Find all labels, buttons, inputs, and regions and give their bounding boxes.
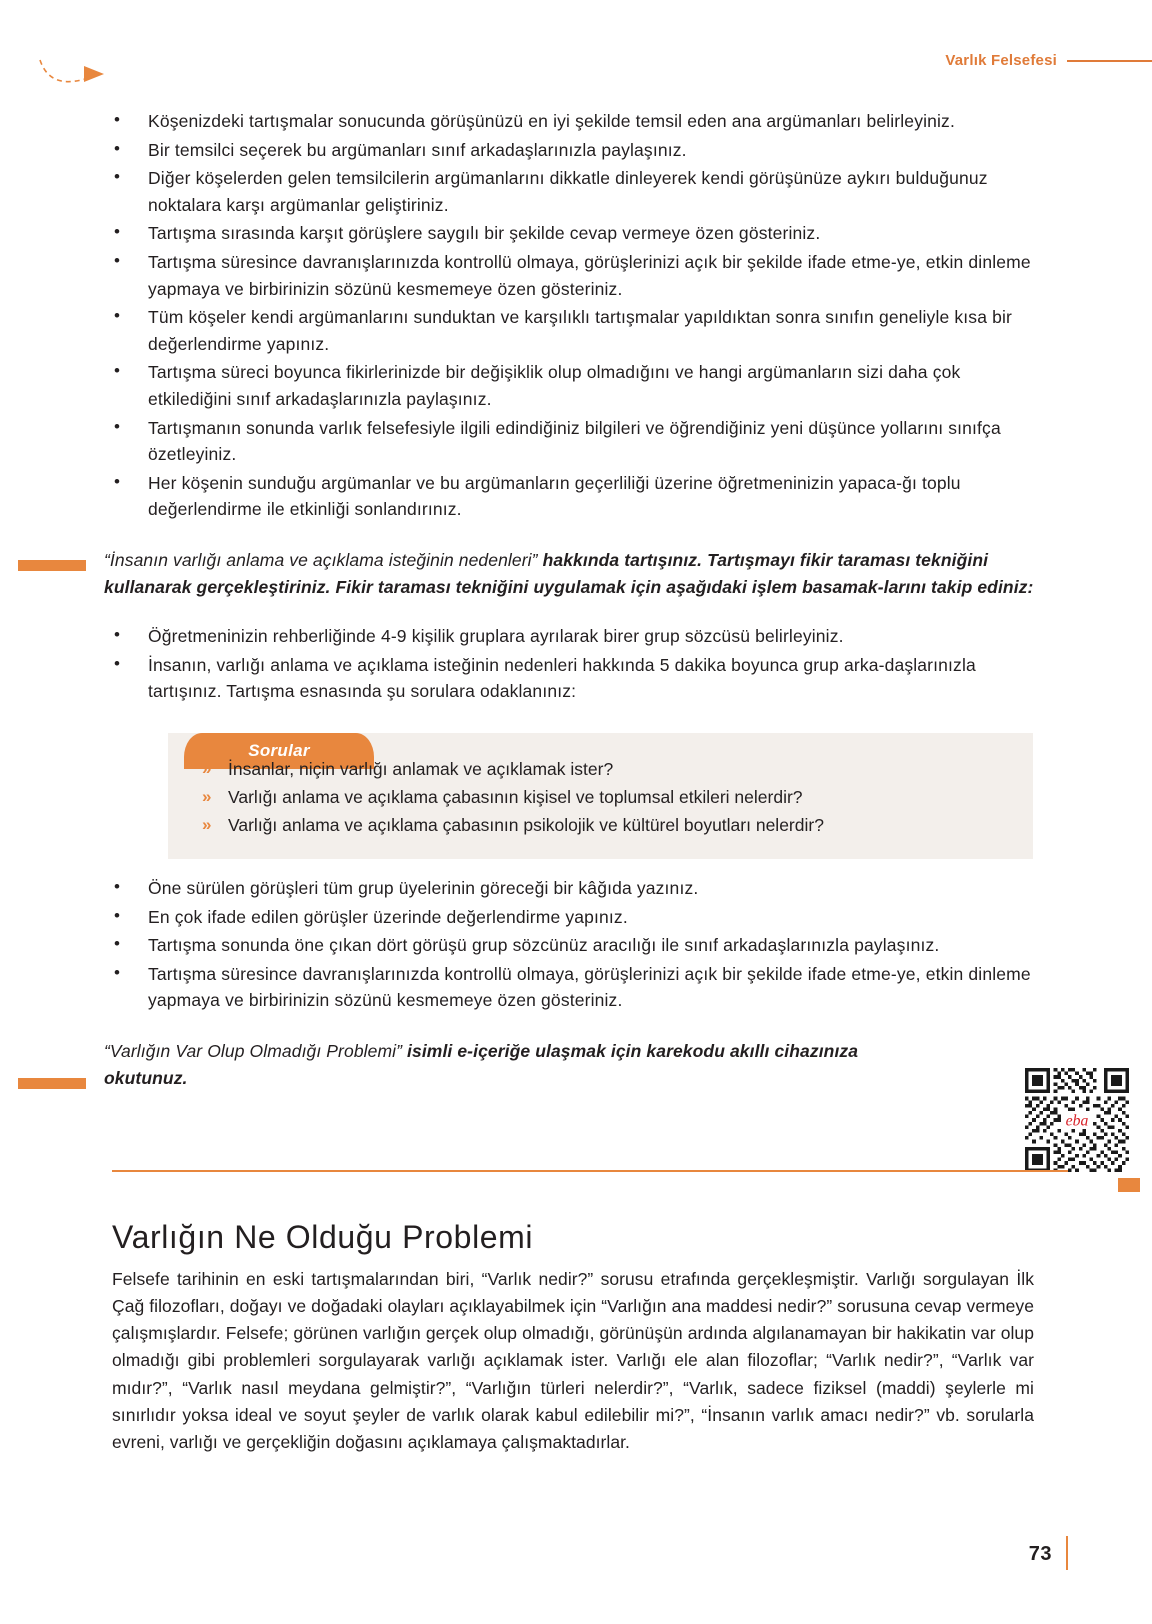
instruction-block-2 <box>104 1038 864 1092</box>
qr-code[interactable] <box>1018 1068 1136 1172</box>
instruction-rest: hakkında tartışınız. Tartışmayı fikir taraması tekniğini kullanarak gerçekleştiriniz. Fikir taraması tekniğini uygulamak için aşağıdaki işlem basamak-larını takip ediniz: <box>104 549 1034 598</box>
dashed-arrow-icon <box>38 58 110 92</box>
bullet-list-bottom <box>104 875 1034 1014</box>
bullet-list-middle <box>104 623 1034 705</box>
list-item: • Tartışma süreci boyunca fikirlerinizde bir değişiklik olup olmadığını ve hangi argümanların sizi daha çok etkilediğini sınıf arkadaşlarınızla paylaşınız. <box>104 359 1034 412</box>
svg-text:eba: eba <box>1065 1112 1089 1130</box>
instruction-quote: “Varlığın Var Olup Olmadığı Problemi” <box>104 1040 403 1061</box>
instruction-block-1 <box>104 547 1034 601</box>
list-item: • Tartışma süresince davranışlarınızda kontrollü olmaya, görüşlerinizi açık bir şekilde ifade etme-ye, etkin dinleme yapmaya ve birbirinizin sözünü kesmemeye özen gösteriniz. <box>104 961 1034 1014</box>
page-footer <box>1029 1536 1068 1566</box>
header-rule <box>1067 60 1152 62</box>
list-item: » Varlığı anlama ve açıklama çabasının psikolojik ve kültürel boyutları nelerdir? <box>198 811 1007 839</box>
page-title: Varlığın Ne Olduğu Problemi <box>112 1218 534 1255</box>
section-marker-2 <box>18 1078 86 1089</box>
list-item: • Tüm köşeler kendi argümanlarını sunduktan ve karşılıklı tartışmalar yapıldıktan sonra sınıfın geneliyle kısa bir değerlendirme yapınız. <box>104 304 1034 357</box>
list-item: » Varlığı anlama ve açıklama çabasının kişisel ve toplumsal etkileri nelerdir? <box>198 783 1007 811</box>
sorular-tab-label: Sorular <box>248 740 310 760</box>
body-paragraph: Felsefe tarihinin en eski tartışmalarından biri, “Varlık nedir?” sorusu etrafında gerçekleşmiştir. Varlığı sorgulayan İlk Çağ filozofları, doğayı ve doğadaki olayları açıklayabilmek için “Varlığın ana maddesi nedir?” sorusuna cevap vermeye çalışmışlardır. Felsefe; görünen varlığın gerçek olup olmadığı, görünüşün ardında algılanamayan bir hakikatin var olup olmadığı gibi problemleri sorgulayarak varlığı açıklamak ister. Varlığı ele alan filozoflar; “Varlık nedir?”, “Varlık var mıdır?”, “Varlık nasıl meydana gelmiştir?”, “Varlığın türleri nelerdir?”, “Varlık, sadece fiziksel (maddi) şeylerle mi sınırlıdır yoksa ideal ve soyut şeyler de varlık olarak kabul edilebilir mi?”, “İnsanın varlık amacı nedir?” vb. sorularla evreni, varlığı ve gerçekliğin doğasını açıklamaya çalışmaktadırlar. <box>112 1268 1034 1453</box>
page-footer-rule <box>1066 1536 1068 1570</box>
list-item: • Her köşenin sunduğu argümanlar ve bu argümanların geçerliliği üzerine öğretmeninizin yapaca-ğı toplu değerlendirme ile etkinliği sonlandırınız. <box>104 470 1034 523</box>
section-divider <box>112 1170 1068 1172</box>
list-item: • Öne sürülen görüşleri tüm grup üyelerinin göreceği bir kâğıda yazınız. <box>104 875 1034 902</box>
sorular-callout <box>168 733 1033 859</box>
section-marker-1 <box>18 560 86 571</box>
bullet-list-top <box>104 108 1034 523</box>
list-item: • Tartışma sırasında karşıt görüşlere saygılı bir şekilde cevap vermeye özen gösteriniz. <box>104 220 1034 247</box>
page-number: 73 <box>1028 1543 1052 1565</box>
list-item: • Diğer köşelerden gelen temsilcilerin argümanlarını dikkatle dinleyerek kendi görüşünüze aykırı bulduğunuz noktalara karşı argümanlar geliştiriniz. <box>104 165 1034 218</box>
list-item: • Tartışmanın sonunda varlık felsefesiyle ilgili edindiğiniz bilgileri ve öğrendiğiniz yeni düşünce yollarını sınıfça özetleyiniz. <box>104 415 1034 468</box>
page-header <box>752 52 1152 69</box>
list-item: • Tartışma süresince davranışlarınızda kontrollü olmaya, görüşlerinizi açık bir şekilde ifade etme-ye, etkin dinleme yapmaya ve birbirinizin sözünü kesmemeye özen gösteriniz. <box>104 249 1034 302</box>
list-item: • En çok ifade edilen görüşler üzerinde değerlendirme yapınız. <box>104 904 1034 931</box>
list-item: » İnsanlar, niçin varlığı anlamak ve açıklamak ister? <box>198 755 1007 783</box>
list-item: • Öğretmeninizin rehberliğinde 4-9 kişilik gruplara ayrılarak birer grup sözcüsü belirleyiniz. <box>104 623 1034 650</box>
header-title: Varlık Felsefesi <box>945 52 1057 69</box>
qr-corner-marker <box>1118 1178 1140 1192</box>
qr-code-image[interactable] <box>1018 1068 1136 1172</box>
page-content <box>104 108 1034 1092</box>
list-item: • İnsanın, varlığı anlama ve açıklama isteğinin nedenleri hakkında 5 dakika boyunca grup arka-daşlarınızla tartışınız. Tartışma esnasında şu sorulara odaklanınız: <box>104 652 1034 705</box>
instruction-quote: “İnsanın varlığı anlama ve açıklama isteğinin nedenleri” <box>104 549 538 570</box>
instruction-rest: isimli e-içeriğe ulaşmak için karekodu akıllı cihazınıza okutunuz. <box>104 1040 859 1089</box>
list-item: • Tartışma sonunda öne çıkan dört görüşü grup sözcünüz aracılığı ile sınıf arkadaşlarınızla paylaşınız. <box>104 932 1034 959</box>
list-item: • Bir temsilci seçerek bu argümanları sınıf arkadaşlarınızla paylaşınız. <box>104 137 1034 164</box>
list-item: • Köşenizdeki tartışmalar sonucunda görüşünüzü en iyi şekilde temsil eden ana argümanları belirleyiniz. <box>104 108 1034 135</box>
sorular-list <box>198 755 1007 839</box>
